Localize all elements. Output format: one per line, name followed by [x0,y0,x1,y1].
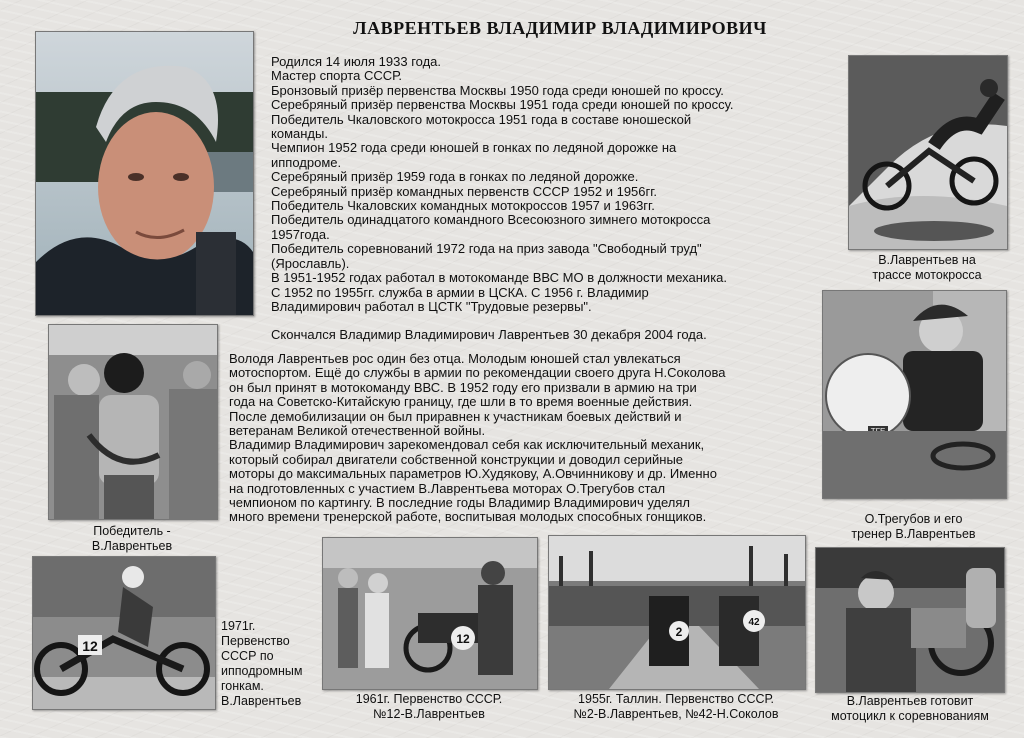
caption-prepares: В.Лаврентьев готовит мотоцикл к соревнованиям [831,694,989,723]
story-line: Володя Лаврентьев рос один без отца. Молодым юношей стал увлекаться [229,351,681,366]
caption-1961: 1961г. Первенство СССР. №12-В.Лаврентьев [355,692,503,721]
bike-number-2: 2 [675,625,683,639]
tregubov-photo [822,290,1007,499]
caption-1955: 1955г. Таллин. Первенство СССР. №2-В.Лаврентьев, №42-Н.Соколов [573,692,779,721]
death-line: Скончался Владимир Владимирович Лаврентьев 30 декабря 2004 года. [271,327,707,343]
bio-line: ипподроме. [271,154,342,170]
bio-line: команды. [271,126,328,142]
biography-text [271,55,811,343]
story-line: Владимир Владимирович зарекомендовал себя как исключительный механик, [229,437,705,453]
story-line: мотоспортом. Ещё до службы в армии по рекомендации своего друга Н.Соколова [229,365,726,381]
story-line: который собирал двигатели собственной конструкции и доводил серийные [229,451,684,467]
story-line: моторы до максимальных параметров Ю.Худякову, А.Овчинникову и др. Именно [229,466,717,482]
bio-line: 1957года. [271,226,330,242]
caption-hippodrome-1971: 1971г. Первенство СССР по ипподромным гонкам. В.Лаврентьев [221,619,303,708]
motocross-photo [848,55,1008,250]
tallinn-1955-photo [548,535,806,690]
bio-line: Чемпион 1952 года среди юношей в гонках по ледяной дорожке на [271,140,677,156]
winner-photo [48,324,218,520]
bio-line: Родился 14 июля 1933 года. [271,54,442,69]
story-line: на подготовленных с участием В.Лаврентьева моторах О.Трегубов стал [229,480,666,496]
hippodrome-1971-photo [32,556,216,710]
prepares-motorcycle-photo [815,547,1005,693]
story-line: После демобилизации он был приравнен к участникам боевых действий и [229,408,682,424]
story-line: чемпионом по картингу. В последние годы Владимир Владимирович уделял [229,495,690,511]
bike-number-12: 12 [82,638,98,654]
story-text [229,352,789,525]
championship-1961-photo [322,537,538,690]
caption-tregubov: О.Трегубов и его тренер В.Лаврентьев [851,512,976,541]
bio-line: Владимирович работал в ЦСТК "Трудовые резервы". [271,298,592,314]
page-title: ЛАВРЕНТЬЕВ ВЛАДИМИР ВЛАДИМИРОВИЧ [353,18,767,38]
portrait-photo [35,31,254,316]
bio-line: Победитель Чкаловского мотокросса 1951 года в составе юношеской [271,111,692,127]
bio-line: В 1951-1952 годах работал в мотокоманде ВВС МО в должности механика. [271,270,728,286]
caption-winner: Победитель - В.Лаврентьев [91,524,173,553]
bio-line: С 1952 по 1955гг. служба в армии в ЦСКА. С 1956 г. Владимир [271,284,649,300]
bio-line: Победитель соревнований 1972 года на приз завода "Свободный труд" [271,241,702,257]
bike-number-12: 12 [456,632,470,646]
bio-line: Победитель одинадцатого командного Всесоюзного зимнего мотокросса [271,212,711,228]
bio-line: Мастер спорта СССР. [271,68,402,84]
bio-line: (Ярославль). [271,255,350,271]
bike-number-42: 42 [748,617,760,628]
bio-line: Победитель Чкаловских командных мотокроссов 1957 и 1963гг. [271,198,655,214]
story-line: много времени тренерской работе, воспитывая молодых способных гонщиков. [229,509,707,525]
bio-line: Бронзовый призёр первенства Москвы 1950 года среди юношей по кроссу. [271,82,724,98]
story-line: ветеранам Великой отечественной войны. [229,423,486,439]
story-line: года на Советско-Китайскую границу, где шли в то время военные действия. [229,394,693,410]
bio-line: Серебряный призёр 1959 года в гонках по ледяной дорожке. [271,169,639,185]
story-line: он был принят в мотокоманду ВВС. В 1952 году его призвали в армию на три [229,379,697,395]
bio-line: Серебряный призёр первенства Москвы 1951 года среди юношей по кроссу. [271,97,734,113]
caption-motocross: В.Лаврентьев на трассе мотокросса [872,253,982,282]
bio-line: Серебряный призёр командных первенств СССР 1952 и 1956гг. [271,183,658,199]
